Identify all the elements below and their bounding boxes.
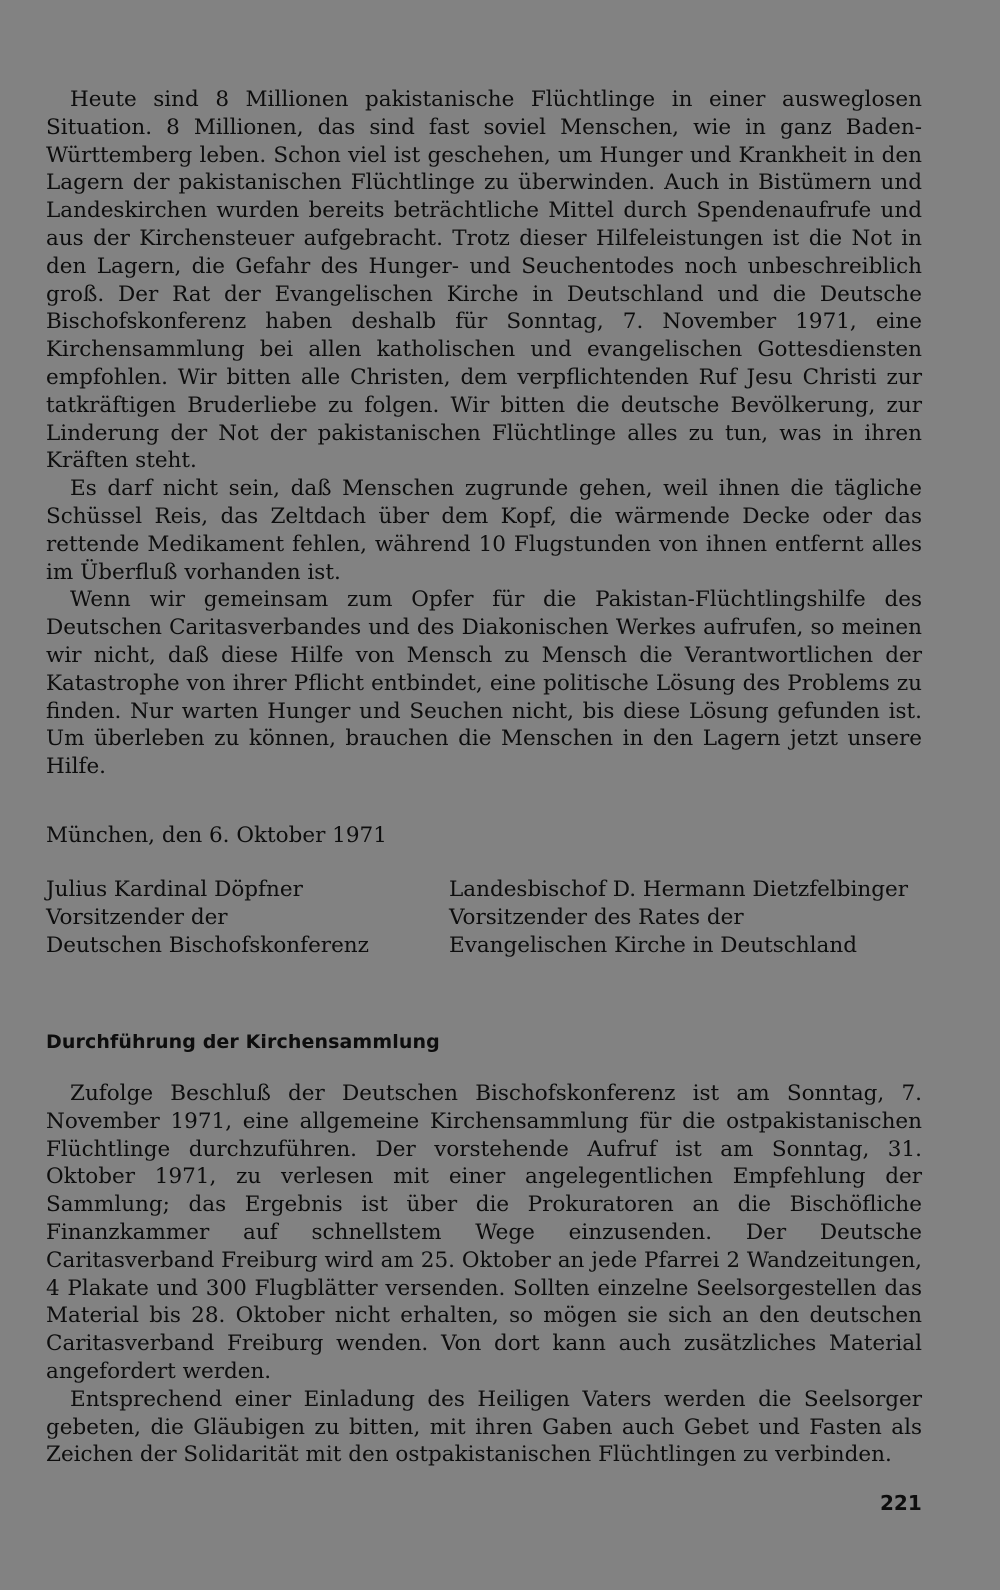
- appeal-paragraph-1: Heute sind 8 Millionen pakistanische Flüchtlinge in einer ausweglosen Situation. 8 Millionen, das sind fast soviel Menschen, wie in ganz Baden-Württemberg leben. Schon viel ist geschehen, um Hunger und Krankheit in den Lagern der pakistanischen Flüchtlinge zu überwinden. Auch in Bistümern und Landeskirchen wurden bereits beträchtliche Mittel durch Spendenaufrufe und aus der Kirchensteuer aufgebracht. Trotz dieser Hilfeleistungen ist die Not in den Lagern, die Gefahr des Hunger- und Seuchentodes noch unbeschreiblich groß. Der Rat der Evangelischen Kirche in Deutschland und die Deutsche Bischofskonferenz haben deshalb für Sonntag, 7. November 1971, eine Kirchensammlung bei allen katholischen und evangelischen Gottesdiensten empfohlen. Wir bitten alle Christen, dem verpflichtenden Ruf Jesu Christi zur tatkräftigen Bruderliebe zu folgen. Wir bitten die deutsche Bevölkerung, zur Linderung der Not der pakistanischen Flüchtlinge alles zu tun, was in ihren Kräften steht.: [46, 87, 922, 474]
- section-text: [46, 1080, 922, 1469]
- appeal-paragraph-2: Es darf nicht sein, daß Menschen zugrunde gehen, weil ihnen die tägliche Schüssel Reis, das Zeltdach über dem Kopf, die wärmende Decke oder das rettende Medikament fehlen, während 10 Flugstunden von ihnen entfernt alles im Überfluß vorhanden ist.: [46, 476, 922, 585]
- signatory-role: Deutschen Bischofskonferenz: [46, 933, 369, 958]
- section-heading: Durchführung der Kirchensammlung: [46, 1031, 440, 1053]
- signature-block-left: [46, 876, 369, 960]
- signature-block-right: [449, 876, 908, 960]
- place-date: München, den 6. Oktober 1971: [46, 823, 387, 848]
- section-paragraph-2: Entsprechend einer Einladung des Heiligen Vaters werden die Seelsorger gebeten, die Gläubigen zu bitten, mit ihren Gaben auch Gebet und Fasten als Zeichen der Solidarität mit den ostpakistanischen Flüchtlingen zu verbinden.: [46, 1386, 922, 1468]
- page-number: 221: [880, 1491, 922, 1515]
- signatory-name: Julius Kardinal Döpfner: [46, 877, 303, 902]
- signatory-name: Landesbischof D. Hermann Dietzfelbinger: [449, 877, 908, 902]
- appeal-paragraph-3: Wenn wir gemeinsam zum Opfer für die Pakistan-Flüchtlingshilfe des Deutschen Caritasverbandes und des Diakonischen Werkes aufrufen, so meinen wir nicht, daß diese Hilfe von Mensch zu Mensch die Verantwortlichen der Katastrophe von ihrer Pflicht entbindet, eine politische Lösung des Problems zu finden. Nur warten Hunger und Seuchen nicht, bis diese Lösung gefunden ist. Um überleben zu können, brauchen die Menschen in den Lagern jetzt unsere Hilfe.: [46, 587, 922, 780]
- signatory-role: Vorsitzender der: [46, 905, 228, 930]
- section-paragraph-1: Zufolge Beschluß der Deutschen Bischofskonferenz ist am Sonntag, 7. November 1971, eine allgemeine Kirchensammlung für die ostpakistanischen Flüchtlinge durchzuführen. Der vorstehende Aufruf ist am Sonntag, 31. Oktober 1971, zu verlesen mit einer angelegentlichen Empfehlung der Sammlung; das Ergebnis ist über die Prokuratoren an die Bischöfliche Finanzkammer auf schnellstem Wege einzusenden. Der Deutsche Caritasverband Freiburg wird am 25. Oktober an jede Pfarrei 2 Wandzeitungen, 4 Plakate und 300 Flugblätter versenden. Sollten einzelne Seelsorgestellen das Material bis 28. Oktober nicht erhalten, so mögen sie sich an den deutschen Caritasverband Freiburg wenden. Von dort kann auch zusätzliches Material angefordert werden.: [46, 1081, 922, 1384]
- appeal-text: [46, 86, 922, 781]
- signatory-role: Evangelischen Kirche in Deutschland: [449, 933, 857, 958]
- signatory-role: Vorsitzender des Rates der: [449, 905, 744, 930]
